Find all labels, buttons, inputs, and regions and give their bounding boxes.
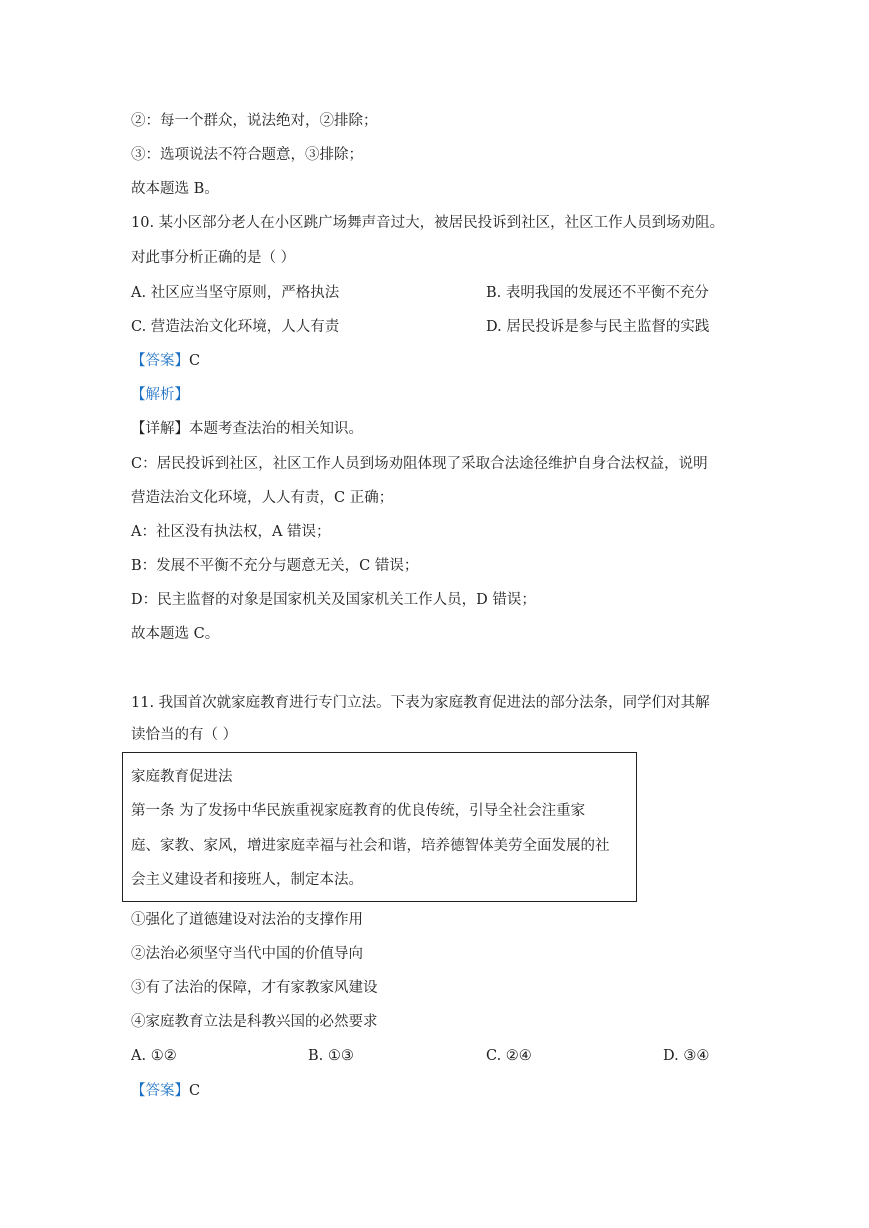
q10-analysis-heading — [131, 385, 189, 405]
detail-text: 本题考查法治的相关知识。 — [189, 421, 363, 437]
detail-tag: 【详解】 — [131, 421, 189, 437]
q10-explain-c-2: 营造法治文化环境，人人有责，C 正确； — [131, 490, 394, 506]
answer-tag: 【答案】 — [131, 1083, 189, 1099]
explanation-conclusion: 故本题选 B。 — [131, 181, 219, 197]
answer-tag: 【答案】 — [131, 353, 189, 369]
q10-stem-line-1: 10. 某小区部分老人在小区跳广场舞声音过大，被居民投诉到社区，社区工作人员到场劝阻。 — [131, 215, 725, 231]
q10-conclusion: 故本题选 C。 — [131, 626, 220, 642]
q10-explain-b: B：发展不平衡不充分与题意无关，C 错误； — [131, 558, 419, 574]
q10-explain-d: D：民主监督的对象是国家机关及国家机关工作人员，D 错误； — [131, 592, 536, 608]
law-text-line-3: 会主义建设者和接班人，制定本法。 — [131, 872, 363, 888]
q11-stem-line-2: 读恰当的有（ ） — [131, 727, 238, 743]
q11-option-b: B. ①③ — [308, 1048, 354, 1064]
q10-option-b: B. 表明我国的发展还不平衡不充分 — [486, 285, 709, 301]
law-text-line-2: 庭、家教、家风，增进家庭幸福与社会和谐，培养德智体美劳全面发展的社 — [131, 838, 610, 854]
q10-answer — [131, 351, 200, 371]
explanation-item-3: ③：选项说法不符合题意，③排除； — [131, 147, 363, 163]
q10-detail — [131, 419, 363, 439]
q10-option-c: C. 营造法治文化环境，人人有责 — [131, 319, 340, 335]
q10-option-a: A. 社区应当坚守原则，严格执法 — [131, 285, 340, 301]
q11-option-d: D. ③④ — [663, 1048, 710, 1064]
q10-option-d: D. 居民投诉是参与民主监督的实践 — [486, 319, 710, 335]
q10-explain-c-1: C：居民投诉到社区，社区工作人员到场劝阻体现了采取合法途径维护自身合法权益，说明 — [131, 456, 708, 472]
q11-statement-2: ②法治必须坚守当代中国的价值导向 — [131, 946, 363, 962]
law-text-line-1: 第一条 为了发扬中华民族重视家庭教育的优良传统，引导全社会注重家 — [131, 803, 586, 819]
q10-explain-a: A：社区没有执法权，A 错误； — [131, 524, 331, 540]
q11-option-a: A. ①② — [131, 1048, 177, 1064]
answer-value: C — [189, 353, 201, 369]
answer-value: C — [189, 1083, 201, 1099]
q11-stem-line-1: 11. 我国首次就家庭教育进行专门立法。下表为家庭教育促进法的部分法条，同学们对其解 — [131, 695, 710, 711]
law-title: 家庭教育促进法 — [131, 769, 233, 785]
analysis-tag: 【解析】 — [131, 387, 189, 403]
q11-statement-3: ③有了法治的保障，才有家教家风建设 — [131, 980, 378, 996]
q10-stem-line-2: 对此事分析正确的是（ ） — [131, 250, 296, 266]
q11-option-c: C. ②④ — [486, 1048, 532, 1064]
q11-statement-4: ④家庭教育立法是科教兴国的必然要求 — [131, 1014, 378, 1030]
q11-answer — [131, 1081, 200, 1101]
explanation-item-2: ②：每一个群众，说法绝对，②排除； — [131, 113, 378, 129]
q11-statement-1: ①强化了道德建设对法治的支撑作用 — [131, 912, 363, 928]
